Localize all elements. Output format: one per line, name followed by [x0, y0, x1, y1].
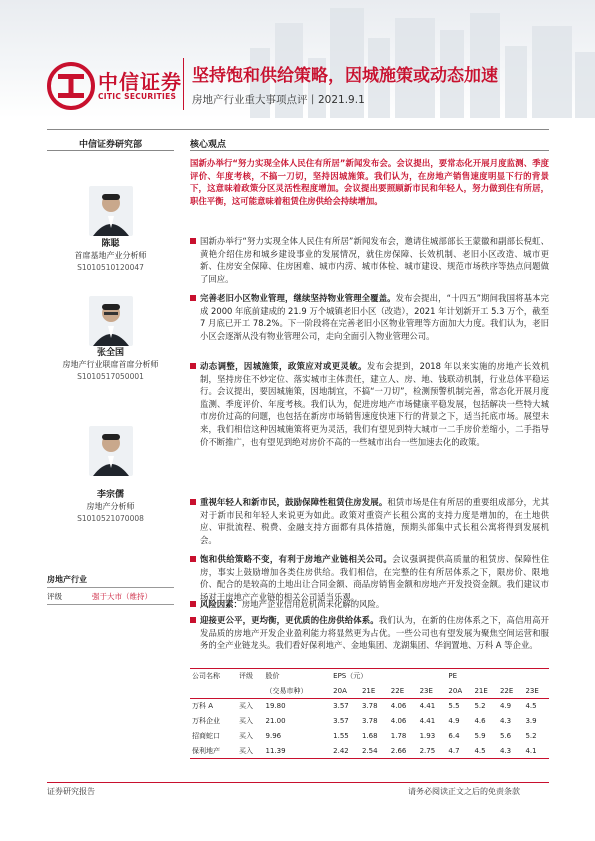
header-divider [183, 58, 184, 110]
analyst-id: S1010517050001 [77, 372, 144, 381]
analyst-photo [89, 186, 133, 236]
table-subheader: 22E [498, 684, 524, 699]
bullet-square-icon [190, 499, 196, 505]
bullet-paragraph: 迎接更公平，更均衡，更优质的住房供给体系。我们认为，在新的住房体系之下，高信用高开发品质的房地产开发企业盈利能力将显然更为占优。一些公司也有望发展为聚焦空间运营和服务的全产业链龙头。我们看好保利地产、金地集团、龙湖集团、华润置地、万科 A 等企业。 [190, 614, 549, 652]
dept-label: 中信证券研究部 [78, 140, 142, 150]
right-rule [190, 150, 549, 151]
table-subheader: 20A [331, 684, 360, 699]
left-rule [47, 150, 174, 151]
analyst-photo [89, 426, 133, 476]
report-subtitle: 房地产行业重大事项点评丨2021.9.1 [192, 94, 365, 106]
core-view-heading: 核心观点 [190, 140, 227, 150]
table-header: 股价 [264, 669, 332, 684]
rating-rule [47, 604, 174, 605]
table-subheader-row [190, 684, 549, 699]
analyst-card [47, 238, 174, 274]
bullet-paragraph: 重视年轻人和新市民，鼓励保障性租赁住房发展。租赁市场是住有所居的重要组成部分，尤其对于新市民和年轻人来说更为如此。政策对重资产长租公寓的支持力度是增加的，在土地供应、审批流程、税费、金融支持方面都有具体措施，预期头部集中式长租公寓将得到发展机会。 [190, 496, 549, 546]
analyst-photo [89, 296, 133, 346]
analyst-id: S1010510120047 [77, 263, 144, 272]
table-subheader: 20A [446, 684, 472, 699]
sector-label: 房地产行业 [47, 575, 87, 584]
sector-rule [47, 587, 174, 588]
table-subheader: 21E [472, 684, 498, 699]
analyst-title: 房地产分析师 [86, 502, 135, 511]
bullet-paragraph: 动态调整，因城施策，政策应对或更灵敏。发布会提到，2018 年以来实施的房地产长效机制，坚持房住不炒定位、落实城市主体责任，建立人、房、地、钱联动机制，行业总体平稳运行。会议提出，要因城施策，因地制宜，不搞“一刀切”，检测预警机制完善，常态化开展月度监测、季度评价、年度考核。我们认为，促进房地产市场健康平稳发展，包括解决一些特大城市房价过高的问题，也包括在新房市场销售速度快速下行的背景之下，适当托底市场。展望未来，我们相信这种因城施策将更为灵活，我们有望见到特大城市一二手房价差缩小，二手指导价不断推广，也有望见到绝对房价不高的一些城市出台一些加速去化的政策。 [190, 360, 549, 448]
report-title: 坚持饱和供给策略，因城施策或动态加速 [192, 66, 498, 86]
table-header: 评级 [237, 669, 263, 684]
table-subheader: 23E [523, 684, 549, 699]
summary-text: 国新办举行“努力实现全体人民住有所居”新闻发布会。会议提出，要常态化开展月度监测、季度评价、年度考核，不搞一刀切，坚持因城施策。我们认为，在房地产销售速度明显下行的背景下，这意味着政策分区灵活性程度增加。会议提出要照顾新市民和年轻人，努力做到住有所居，职住平衡，这可能意味着租赁住房供给会持续增加。 [190, 158, 549, 206]
bullet-square-icon [190, 295, 196, 301]
bullet-paragraph: 国新办举行“努力实现全体人民住有所居”新闻发布会，邀请住城部部长王蒙徽和副部长倪虹、黄艳介绍住房和城乡建设事业的发展情况，就住房保障、长效机制、老旧小区改造、城市更新、住房安全保障、住房困难、城市内涝、城市体检、城市建设、规范市场秩序等热点问题做了回应。 [190, 235, 549, 285]
analyst-card [47, 347, 174, 383]
logo-text-en: CITIC SECURITIES [98, 92, 177, 101]
header-rule [47, 129, 549, 130]
table-header: EPS（元） [331, 669, 446, 684]
bullet-square-icon [190, 617, 196, 623]
table-row: 万科 A 买入 19.80 3.57 3.78 4.06 4.41 5.5 5.2 4.9 4.5 [192, 702, 537, 711]
table-subheader: （交易市种） [264, 684, 332, 699]
footer-disclaimer: 请务必阅读正文之后的免责条款 [408, 787, 520, 796]
rating-label: 评级 [47, 592, 62, 601]
citic-logo-icon [47, 62, 95, 110]
table-row: 万科企业 买入 21.00 3.57 3.78 4.06 4.41 4.9 4.6 4.3 3.9 [192, 717, 537, 725]
logo-text-cn: 中信证券 [98, 70, 182, 94]
table-header: 公司名称 [190, 669, 237, 684]
bullet-paragraph: 完善老旧小区物业管理，继续坚持物业管理全覆盖。发布会提出，“十四五”期间我国将基本完成 2000 年底前建成的 21.9 万个城镇老旧小区（改造），2021 年计划新开工 5.3 万个，截至 7 月底已开工 78.2%。下一阶段将在完善老旧小区物业管理等方面加大力度。我们认为，老旧小区会逐渐从没有物业管理公司，走向全面引入物业管理公司。 [190, 292, 549, 342]
rating-value: 强于大市（维持） [92, 592, 152, 601]
table-subheader: 21E [360, 684, 389, 699]
analyst-title: 首席基地产业分析师 [74, 251, 147, 260]
bullet-square-icon [190, 363, 196, 369]
table-header: PE [446, 669, 549, 684]
analyst-id: S1010521070008 [77, 514, 144, 523]
analyst-card [47, 489, 174, 525]
analyst-title: 房地产行业联席首席分析师 [62, 360, 159, 369]
valuation-table [190, 668, 549, 759]
table-header-row [190, 669, 549, 684]
bullet-square-icon [190, 556, 196, 562]
rating-row [47, 591, 174, 602]
table-subheader: 22E [389, 684, 418, 699]
bullet-paragraph: 饱和供给策略不变，有利于房地产业链相关公司。会议强调提供高质量的租赁房、保障性住房，事实上鼓励增加各类住房供给。我们相信，在完整的住有所居体系之下，限房价、限地价、配合的是较高的土地出让合同金额、商品房销售金额和房地产开发投资金额。我们建议市场对于房地产产业链的相关公司适当乐观。 [190, 553, 549, 603]
table-subheader: 23E [418, 684, 447, 699]
analyst-name: 陈聪 [101, 239, 120, 249]
analyst-name: 张全国 [96, 348, 124, 358]
footer-left: 证券研究报告 [47, 787, 95, 796]
bullet-paragraph: 风险因素：房地产企业信用危机尚未化解的风险。 [190, 598, 549, 611]
bullet-square-icon [190, 238, 196, 244]
table-row: 招商蛇口 买入 9.96 1.55 1.68 1.78 1.93 6.4 5.9 5.6 5.2 [192, 732, 537, 740]
analyst-name: 李宗儒 [96, 490, 124, 500]
bullet-square-icon [190, 601, 196, 607]
table-row: 保利地产 买入 11.39 2.42 2.54 2.66 2.75 4.7 4.5 4.3 4.1 [190, 744, 549, 759]
footer-rule [47, 782, 549, 783]
